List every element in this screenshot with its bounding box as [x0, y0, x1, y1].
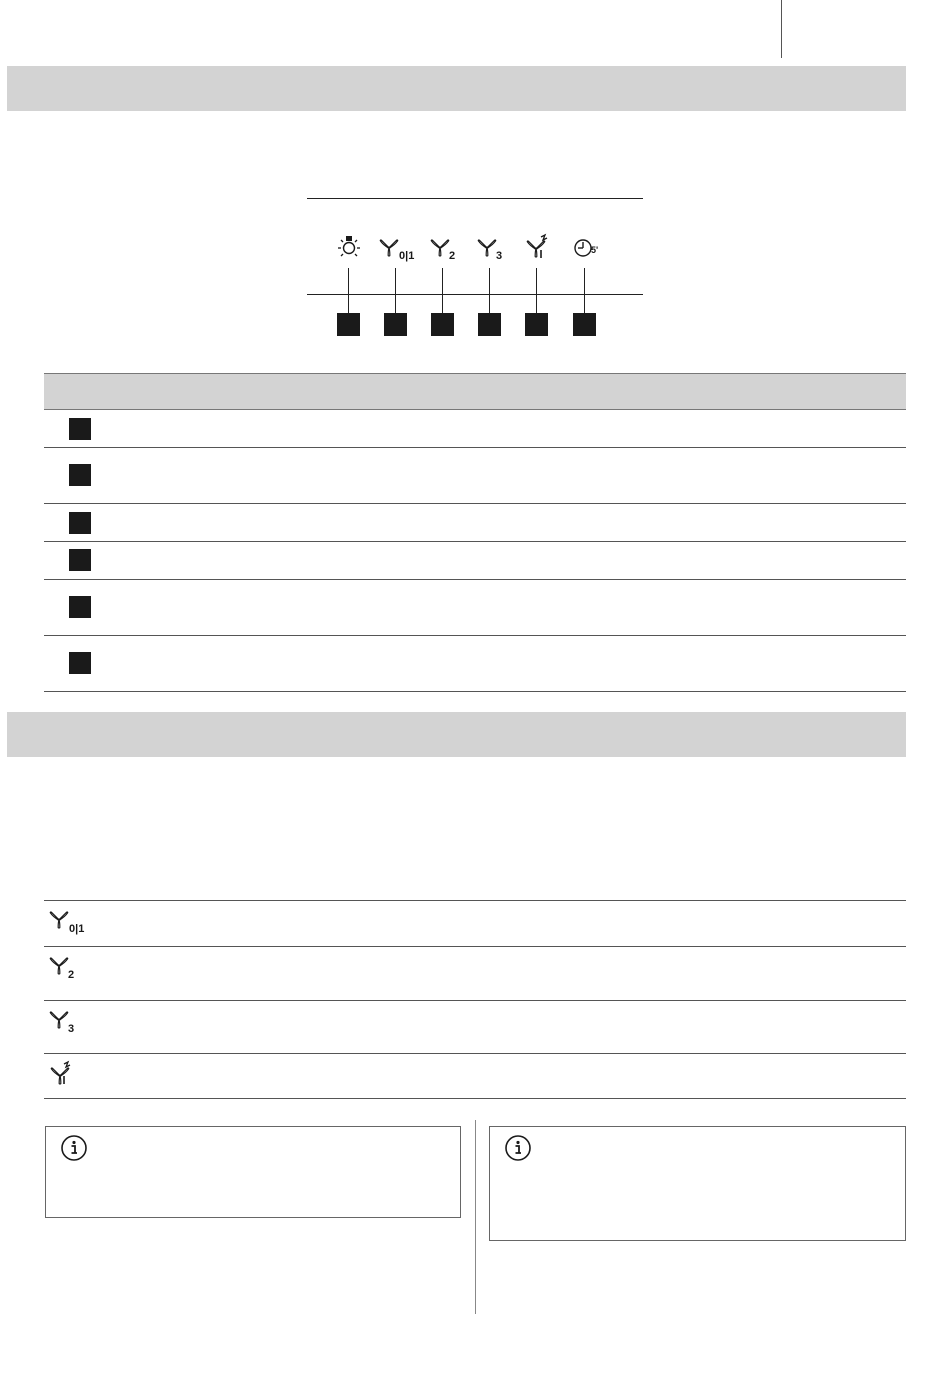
table-row — [44, 542, 906, 580]
svg-text:2: 2 — [68, 969, 75, 981]
callout-square — [573, 313, 596, 336]
key-table-header — [44, 373, 906, 410]
info-note — [489, 1126, 906, 1241]
table-row — [44, 900, 906, 946]
section-header-band — [7, 66, 906, 111]
svg-text:5': 5' — [591, 245, 599, 255]
svg-text:3: 3 — [496, 250, 503, 262]
fan-speed-3-icon[interactable] — [477, 232, 511, 266]
row-key-square — [69, 549, 91, 571]
light-bulb-icon[interactable] — [332, 232, 366, 266]
table-row — [44, 1000, 906, 1053]
info-icon — [60, 1134, 88, 1162]
callout-square — [337, 313, 360, 336]
row-key-square — [69, 652, 91, 674]
column-divider — [475, 1120, 476, 1314]
row-key-square — [69, 464, 91, 486]
table-row — [44, 410, 906, 448]
table-row — [44, 448, 906, 504]
leader-line — [395, 268, 396, 314]
callout-square — [478, 313, 501, 336]
row-key-square — [69, 596, 91, 618]
leader-line — [536, 268, 537, 314]
timer-5-min-icon[interactable] — [570, 232, 604, 266]
leader-line — [442, 268, 443, 314]
callout-square — [525, 313, 548, 336]
info-icon — [504, 1134, 532, 1162]
row-key-square — [69, 418, 91, 440]
leader-line — [489, 268, 490, 314]
fan-intensive-icon — [49, 1058, 89, 1090]
svg-text:3: 3 — [68, 1023, 75, 1035]
fan-speed-0-1-icon[interactable] — [379, 232, 419, 266]
fan-speed-2-icon[interactable] — [430, 232, 464, 266]
leader-line — [584, 268, 585, 314]
svg-text:0|1: 0|1 — [399, 250, 415, 262]
info-note — [45, 1126, 461, 1218]
panel-bottom-edge — [307, 294, 643, 295]
leader-line — [348, 268, 349, 314]
fan-speed-2-icon — [49, 951, 89, 983]
table-row — [44, 1053, 906, 1099]
section-header-band — [7, 712, 906, 757]
svg-text:0|1: 0|1 — [69, 923, 85, 935]
table-row — [44, 504, 906, 542]
table-row — [44, 580, 906, 636]
callout-square — [431, 313, 454, 336]
page-margin-rule — [781, 0, 782, 58]
table-row — [44, 946, 906, 1000]
fan-intensive-icon[interactable] — [524, 232, 558, 266]
fan-speed-3-icon — [49, 1005, 89, 1037]
fan-speed-0-1-icon — [49, 905, 89, 937]
row-key-square — [69, 512, 91, 534]
panel-top-edge — [307, 198, 643, 199]
table-row — [44, 636, 906, 692]
callout-square — [384, 313, 407, 336]
svg-text:2: 2 — [449, 250, 456, 262]
